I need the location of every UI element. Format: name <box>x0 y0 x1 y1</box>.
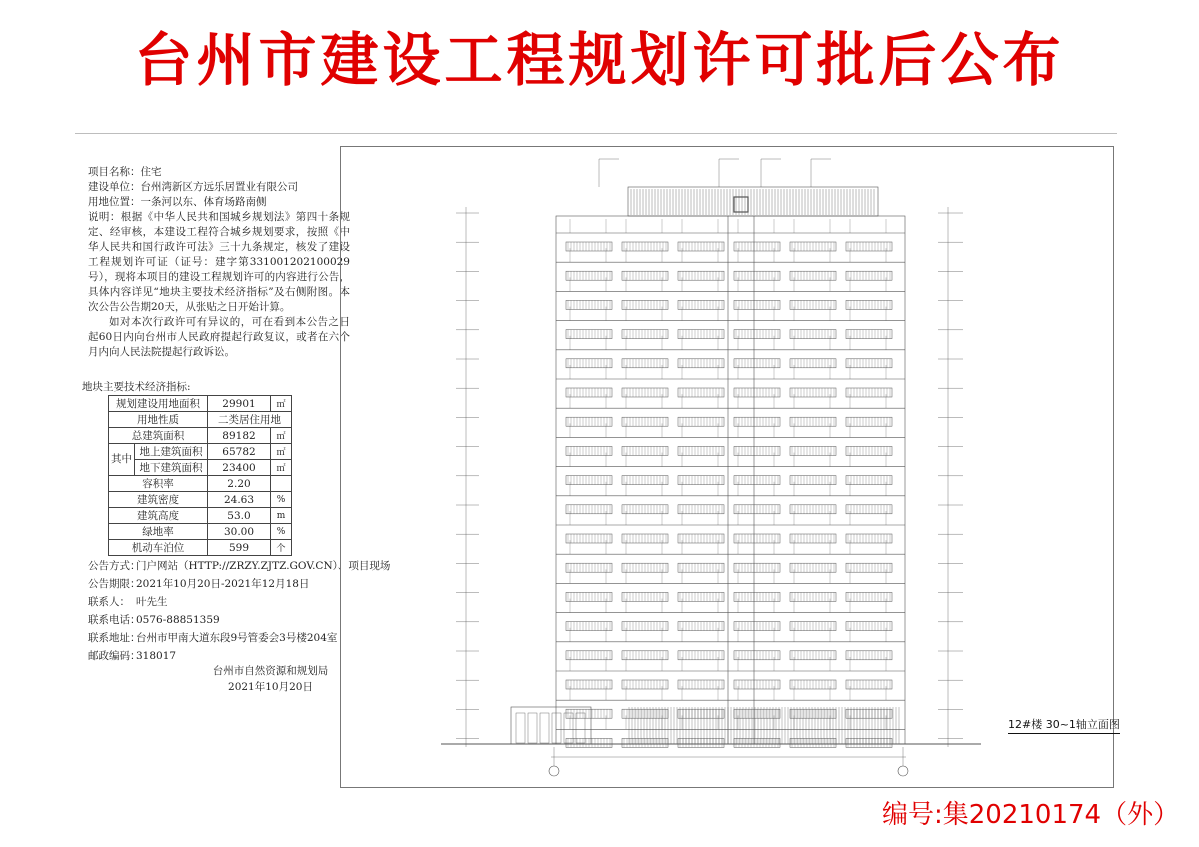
roof-crown <box>628 187 878 216</box>
table-row <box>109 492 292 508</box>
above-area-unit: ㎡ <box>271 444 292 460</box>
table-row <box>109 428 292 444</box>
notice-period-value: 2021年10月20日-2021年12月18日 <box>136 578 310 590</box>
axis-bubble-right <box>898 766 908 776</box>
land-area-value: 29901 <box>208 396 271 412</box>
height-label: 建筑高度 <box>109 508 208 524</box>
land-use-value: 二类居住用地 <box>208 412 292 428</box>
total-area-value: 89182 <box>208 428 271 444</box>
table-row <box>109 460 292 476</box>
table-row <box>109 444 292 460</box>
below-area-value: 23400 <box>208 460 271 476</box>
parking-label: 机动车泊位 <box>109 540 208 556</box>
table-row <box>109 508 292 524</box>
notice-title: 台州市建设工程规划许可批后公布 <box>134 26 1065 94</box>
document-code: 编号:集20210174（外） <box>882 800 1180 830</box>
signature-block <box>208 663 333 695</box>
density-label: 建筑密度 <box>109 492 208 508</box>
table-row <box>109 396 292 412</box>
contact-postcode-label: 邮政编码： <box>88 650 141 662</box>
notice-method-label: 公告方式： <box>88 560 141 572</box>
indicators-title: 地块主要技术经济指标: <box>82 381 191 393</box>
land-use-label: 用地性质 <box>109 412 208 428</box>
table-row <box>109 412 292 428</box>
project-name: 项目名称：住宅 <box>88 166 162 178</box>
contact-phone-label: 联系电话： <box>88 614 141 626</box>
land-area-unit: ㎡ <box>271 396 292 412</box>
far-value: 2.20 <box>208 476 271 492</box>
below-area-unit: ㎡ <box>271 460 292 476</box>
project-info <box>88 165 350 360</box>
signature-date: 2021年10月20日 <box>228 681 313 693</box>
parking-value: 599 <box>208 540 271 556</box>
height-unit: m <box>271 508 292 524</box>
parking-unit: 个 <box>271 540 292 556</box>
objection-text: 如对本次行政许可有异议的，可在看到本公告之日起60日内向台州市人民政府提起行政复议，或者在六个月内向人民法院提起行政诉讼。 <box>88 316 350 358</box>
land-location: 用地位置：一条河以东、体育场路南侧 <box>88 196 267 208</box>
indicators-table <box>108 395 292 556</box>
notice-method-value: 门户网站（HTTP://ZRZY.ZJTZ.GOV.CN）、项目现场 <box>136 560 391 572</box>
far-unit <box>271 476 292 492</box>
total-area-unit: ㎡ <box>271 428 292 444</box>
density-value: 24.63 <box>208 492 271 508</box>
signature-org: 台州市自然资源和规划局 <box>212 665 329 677</box>
contact-address-label: 联系地址： <box>88 632 141 644</box>
table-row <box>109 540 292 556</box>
green-unit: % <box>271 524 292 540</box>
drawing-caption: 12#楼 30~1轴立面图 <box>1008 716 1120 734</box>
among-label: 其中 <box>109 444 135 476</box>
contact-person-value: 叶先生 <box>136 596 168 608</box>
below-area-label: 地下建筑面积 <box>135 460 208 476</box>
axis-bubble-left <box>549 766 559 776</box>
contact-phone-value: 0576-88851359 <box>136 614 220 626</box>
contact-person-label: 联系人： <box>88 596 130 608</box>
building-outline <box>556 216 905 744</box>
table-row <box>109 524 292 540</box>
title-divider <box>75 133 1117 134</box>
contact-address-value: 台州市甲南大道东段9号管委会3号楼204室 <box>136 632 338 644</box>
above-area-value: 65782 <box>208 444 271 460</box>
land-area-label: 规划建设用地面积 <box>109 396 208 412</box>
description-text: 说明：根据《中华人民共和国城乡规划法》第四十条规定、经审核，本建设工程符合城乡规划要求，按照《中华人民共和国行政许可法》三十九条规定，核发了建设工程规划许可证（证号：建字第331001202100029号），现将本项目的建设工程规划许可的内容进行公告，具体内容详见“地块主要技术经济指标”及右侧附图。本次公告公告期20天，从张贴之日开始计算。 <box>88 211 350 313</box>
builder: 建设单位：台州湾新区方远乐居置业有限公司 <box>88 181 298 193</box>
elevation-drawing <box>341 147 1111 785</box>
table-row <box>109 476 292 492</box>
height-value: 53.0 <box>208 508 271 524</box>
notice-period-label: 公告期限： <box>88 578 141 590</box>
green-value: 30.00 <box>208 524 271 540</box>
far-label: 容积率 <box>109 476 208 492</box>
total-area-label: 总建筑面积 <box>109 428 208 444</box>
density-unit: % <box>271 492 292 508</box>
contact-postcode-value: 318017 <box>136 650 177 662</box>
above-area-label: 地上建筑面积 <box>135 444 208 460</box>
green-label: 绿地率 <box>109 524 208 540</box>
